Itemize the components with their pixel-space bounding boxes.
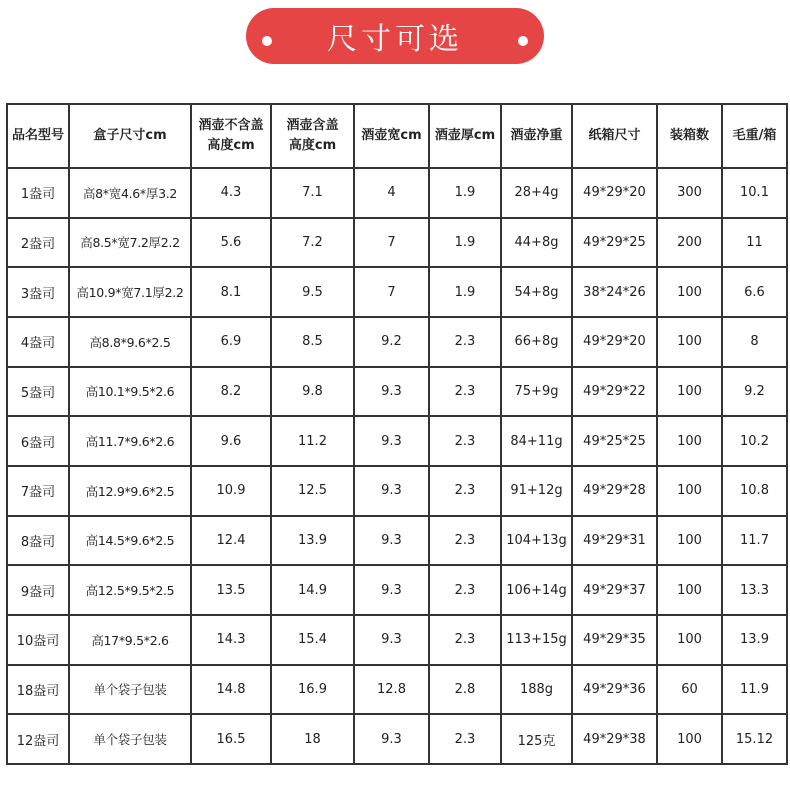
table-cell: 7盎司 — [7, 466, 69, 516]
table-cell: 75+9g — [501, 367, 572, 417]
table-cell: 12.4 — [191, 516, 271, 566]
table-cell: 4盎司 — [7, 317, 69, 367]
table-cell: 100 — [657, 565, 722, 615]
table-cell: 7.2 — [271, 218, 354, 268]
table-cell: 高8*宽4.6*厚3.2 — [69, 168, 191, 218]
table-cell: 1.9 — [429, 218, 501, 268]
table-cell: 10.9 — [191, 466, 271, 516]
column-header: 盒子尺寸cm — [69, 104, 191, 168]
table-cell: 100 — [657, 516, 722, 566]
spec-table — [6, 103, 788, 765]
table-cell: 10盎司 — [7, 615, 69, 665]
table-cell: 16.9 — [271, 665, 354, 715]
banner-right-dot — [518, 36, 528, 46]
column-header: 酒壶厚cm — [429, 104, 501, 168]
table-row — [7, 367, 787, 417]
table-cell: 49*29*22 — [572, 367, 657, 417]
table-cell: 15.4 — [271, 615, 354, 665]
table-cell: 13.9 — [271, 516, 354, 566]
table-cell: 9.2 — [354, 317, 429, 367]
table-cell: 100 — [657, 615, 722, 665]
table-cell: 9.6 — [191, 416, 271, 466]
table-cell: 2.3 — [429, 714, 501, 764]
column-header: 酒壶宽cm — [354, 104, 429, 168]
table-row — [7, 565, 787, 615]
table-cell: 9.8 — [271, 367, 354, 417]
table-cell: 9.3 — [354, 516, 429, 566]
table-cell: 11 — [722, 218, 787, 268]
table-cell: 188g — [501, 665, 572, 715]
table-header-row — [7, 104, 787, 168]
table-cell: 2.3 — [429, 516, 501, 566]
table-cell: 10.2 — [722, 416, 787, 466]
table-cell: 1盎司 — [7, 168, 69, 218]
table-cell: 6.6 — [722, 267, 787, 317]
table-cell: 2.3 — [429, 565, 501, 615]
table-cell: 12盎司 — [7, 714, 69, 764]
table-cell: 单个袋子包装 — [69, 714, 191, 764]
table-cell: 1.9 — [429, 168, 501, 218]
table-cell: 13.3 — [722, 565, 787, 615]
table-cell: 10.8 — [722, 466, 787, 516]
table-cell: 18 — [271, 714, 354, 764]
table-cell: 8 — [722, 317, 787, 367]
table-cell: 16.5 — [191, 714, 271, 764]
table-cell: 125克 — [501, 714, 572, 764]
table-cell: 84+11g — [501, 416, 572, 466]
table-row — [7, 267, 787, 317]
table-cell: 49*29*20 — [572, 168, 657, 218]
table-cell: 2.8 — [429, 665, 501, 715]
table-cell: 4.3 — [191, 168, 271, 218]
table-cell: 9.3 — [354, 416, 429, 466]
table-cell: 4 — [354, 168, 429, 218]
table-row — [7, 516, 787, 566]
table-cell: 高10.1*9.5*2.6 — [69, 367, 191, 417]
table-cell: 高17*9.5*2.6 — [69, 615, 191, 665]
table-cell: 9盎司 — [7, 565, 69, 615]
table-row — [7, 416, 787, 466]
banner-left-dot — [262, 36, 272, 46]
table-cell: 14.9 — [271, 565, 354, 615]
table-cell: 5.6 — [191, 218, 271, 268]
table-row — [7, 714, 787, 764]
table-cell: 100 — [657, 714, 722, 764]
table-cell: 8.5 — [271, 317, 354, 367]
table-cell: 单个袋子包装 — [69, 665, 191, 715]
table-cell: 14.8 — [191, 665, 271, 715]
table-cell: 6盎司 — [7, 416, 69, 466]
column-header: 酒壶净重 — [501, 104, 572, 168]
table-row — [7, 317, 787, 367]
column-header: 品名型号 — [7, 104, 69, 168]
table-cell: 28+4g — [501, 168, 572, 218]
table-row — [7, 466, 787, 516]
table-cell: 106+14g — [501, 565, 572, 615]
table-cell: 13.9 — [722, 615, 787, 665]
table-cell: 15.12 — [722, 714, 787, 764]
table-row — [7, 168, 787, 218]
table-cell: 2.3 — [429, 416, 501, 466]
table-cell: 100 — [657, 367, 722, 417]
table-cell: 11.7 — [722, 516, 787, 566]
table-cell: 100 — [657, 416, 722, 466]
table-cell: 3盎司 — [7, 267, 69, 317]
table-cell: 10.1 — [722, 168, 787, 218]
table-body — [7, 168, 787, 764]
table-cell: 12.5 — [271, 466, 354, 516]
table-cell: 13.5 — [191, 565, 271, 615]
table-cell: 49*29*31 — [572, 516, 657, 566]
table-cell: 5盎司 — [7, 367, 69, 417]
column-header: 酒壶含盖 高度cm — [271, 104, 354, 168]
table-cell: 66+8g — [501, 317, 572, 367]
table-cell: 11.2 — [271, 416, 354, 466]
title-banner — [246, 8, 544, 64]
table-cell: 200 — [657, 218, 722, 268]
table-cell: 8.2 — [191, 367, 271, 417]
table-cell: 1.9 — [429, 267, 501, 317]
table-cell: 60 — [657, 665, 722, 715]
table-row — [7, 665, 787, 715]
table-cell: 高12.5*9.5*2.5 — [69, 565, 191, 615]
table-cell: 高12.9*9.6*2.5 — [69, 466, 191, 516]
table-cell: 高10.9*宽7.1厚2.2 — [69, 267, 191, 317]
table-cell: 14.3 — [191, 615, 271, 665]
table-cell: 54+8g — [501, 267, 572, 317]
table-cell: 49*25*25 — [572, 416, 657, 466]
table-cell: 49*29*25 — [572, 218, 657, 268]
table-cell: 18盎司 — [7, 665, 69, 715]
table-cell: 7 — [354, 218, 429, 268]
table-cell: 300 — [657, 168, 722, 218]
table-cell: 2.3 — [429, 367, 501, 417]
column-header: 毛重/箱 — [722, 104, 787, 168]
table-cell: 2.3 — [429, 466, 501, 516]
table-cell: 6.9 — [191, 317, 271, 367]
table-cell: 9.3 — [354, 714, 429, 764]
table-cell: 9.3 — [354, 367, 429, 417]
table-cell: 2.3 — [429, 615, 501, 665]
table-cell: 100 — [657, 466, 722, 516]
table-cell: 113+15g — [501, 615, 572, 665]
banner-title: 尺寸可选 — [327, 22, 463, 57]
table-cell: 9.5 — [271, 267, 354, 317]
table-cell: 高14.5*9.6*2.5 — [69, 516, 191, 566]
table-cell: 49*29*20 — [572, 317, 657, 367]
table-cell: 44+8g — [501, 218, 572, 268]
table-cell: 9.3 — [354, 615, 429, 665]
table-row — [7, 615, 787, 665]
table-cell: 104+13g — [501, 516, 572, 566]
table-cell: 9.2 — [722, 367, 787, 417]
table-cell: 49*29*37 — [572, 565, 657, 615]
table-cell: 高8.5*宽7.2厚2.2 — [69, 218, 191, 268]
table-cell: 7.1 — [271, 168, 354, 218]
table-cell: 49*29*38 — [572, 714, 657, 764]
table-cell: 38*24*26 — [572, 267, 657, 317]
table-cell: 49*29*35 — [572, 615, 657, 665]
table-cell: 91+12g — [501, 466, 572, 516]
column-header: 装箱数 — [657, 104, 722, 168]
column-header: 纸箱尺寸 — [572, 104, 657, 168]
table-cell: 11.9 — [722, 665, 787, 715]
table-cell: 49*29*28 — [572, 466, 657, 516]
column-header: 酒壶不含盖 高度cm — [191, 104, 271, 168]
table-cell: 9.3 — [354, 565, 429, 615]
table-cell: 2.3 — [429, 317, 501, 367]
table-cell: 8.1 — [191, 267, 271, 317]
table-cell: 100 — [657, 317, 722, 367]
table-cell: 49*29*36 — [572, 665, 657, 715]
table-cell: 12.8 — [354, 665, 429, 715]
table-cell: 2盎司 — [7, 218, 69, 268]
table-cell: 100 — [657, 267, 722, 317]
table-cell: 7 — [354, 267, 429, 317]
table-row — [7, 218, 787, 268]
table-cell: 高11.7*9.6*2.6 — [69, 416, 191, 466]
table-cell: 9.3 — [354, 466, 429, 516]
table-cell: 8盎司 — [7, 516, 69, 566]
table-cell: 高8.8*9.6*2.5 — [69, 317, 191, 367]
